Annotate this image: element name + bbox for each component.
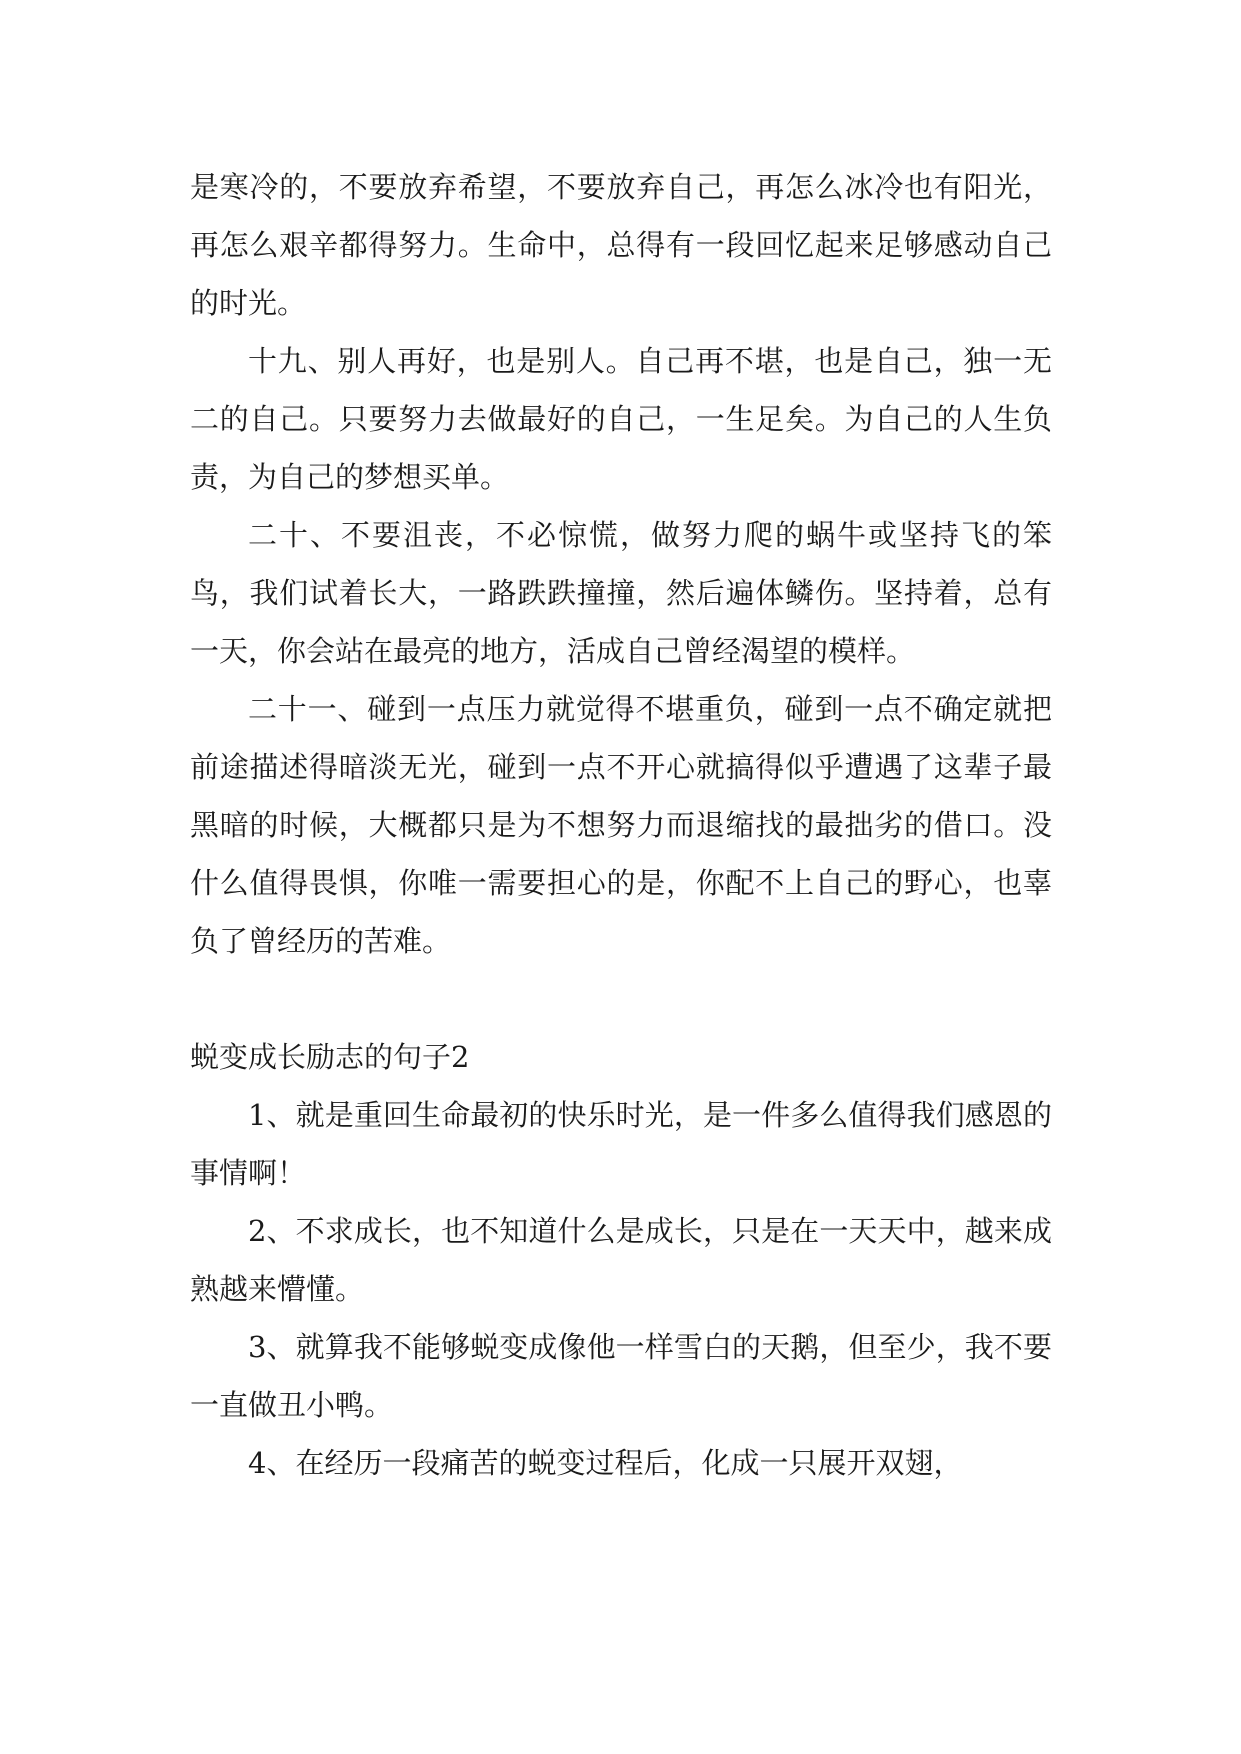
document-page [190, 158, 1052, 1492]
list-item-1: 1、就是重回生命最初的快乐时光，是一件多么值得我们感恩的事情啊！ [190, 1098, 1052, 1190]
list-item-3: 3、就算我不能够蜕变成像他一样雪白的天鹅，但至少，我不要一直做丑小鸭。 [190, 1330, 1052, 1422]
paragraph-19: 十九、别人再好，也是别人。自己再不堪，也是自己，独一无二的自己。只要努力去做最好的自己，一生足矣。为自己的人生负责，为自己的梦想买单。 [190, 344, 1052, 494]
list-item-4: 4、在经历一段痛苦的蜕变过程后，化成一只展开双翅， [248, 1446, 963, 1480]
paragraph-21: 二十一、碰到一点压力就觉得不堪重负，碰到一点不确定就把前途描述得暗淡无光，碰到一点不开心就搞得似乎遭遇了这辈子最黑暗的时候，大概都只是为不想努力而退缩找的最拙劣的借口。没什么值得畏惧，你唯一需要担心的是，你配不上自己的野心，也辜负了曾经历的苦难。 [190, 692, 1052, 958]
list-item-2: 2、不求成长，也不知道什么是成长，只是在一天天中，越来成熟越来懵懂。 [190, 1214, 1052, 1306]
section-heading: 蜕变成长励志的句子2 [190, 1040, 470, 1074]
paragraph-continued: 是寒冷的，不要放弃希望，不要放弃自己，再怎么冰冷也有阳光，再怎么艰辛都得努力。生命中，总得有一段回忆起来足够感动自己的时光。 [190, 170, 1052, 320]
paragraph-20: 二十、不要沮丧，不必惊慌，做努力爬的蜗牛或坚持飞的笨鸟，我们试着长大，一路跌跌撞撞，然后遍体鳞伤。坚持着，总有一天，你会站在最亮的地方，活成自己曾经渴望的模样。 [190, 518, 1052, 668]
